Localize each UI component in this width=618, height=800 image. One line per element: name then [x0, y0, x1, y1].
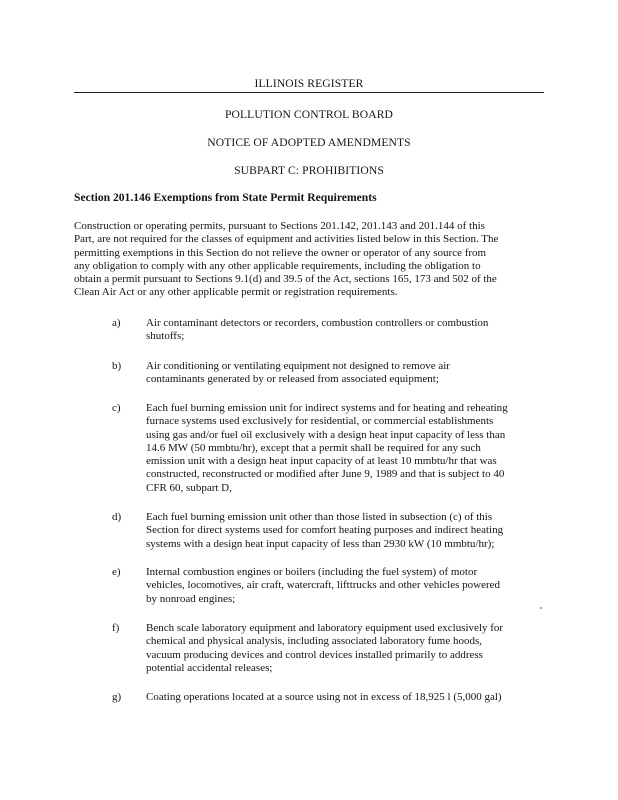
- item-line: constructed, reconstructed or modified after June 9, 1989 and that is subject to 40: [146, 468, 505, 481]
- item-line: furnace systems used exclusively for residential, or commercial establishments: [146, 415, 494, 428]
- item-line: vehicles, locomotives, air craft, watercraft, lifttrucks and other vehicles powered: [146, 579, 500, 592]
- item-line: potential accidental releases;: [146, 661, 273, 674]
- subpart-title: SUBPART C: PROHIBITIONS: [234, 164, 384, 177]
- intro-line: any obligation to comply with any other applicable requirements, including the obligation to: [74, 259, 481, 272]
- item-line: Each fuel burning emission unit other than those listed in subsection (c) of this: [146, 511, 493, 523]
- item-text-a: [146, 317, 546, 344]
- register-title: ILLINOIS REGISTER: [254, 77, 364, 90]
- item-letter-f: f): [112, 622, 120, 634]
- item-line: Section for direct systems used for comfort heating purposes and indirect heating: [146, 524, 504, 537]
- item-letter-e: e): [112, 566, 121, 578]
- item-line: CFR 60, subpart D,: [146, 481, 232, 494]
- intro-line: Part, are not required for the classes of equipment and activities listed below in this Section. The: [74, 233, 499, 246]
- intro-line: obtain a permit pursuant to Sections 9.1(d) and 39.5 of the Act, sections 165, 173 and 502 of the: [74, 273, 497, 286]
- section-heading: Section 201.146 Exemptions from State Permit Requirements: [74, 191, 377, 204]
- item-line: Each fuel burning emission unit for indirect systems and for heating and reheating: [146, 402, 508, 414]
- item-line: Air contaminant detectors or recorders, combustion controllers or combustion: [146, 317, 489, 329]
- item-text-e: [146, 566, 546, 606]
- item-line: Air conditioning or ventilating equipment not designed to remove air: [146, 360, 450, 372]
- item-line: using gas and/or fuel oil exclusively with a design heat input capacity of less than: [146, 428, 506, 441]
- item-text-c: [146, 402, 546, 495]
- item-line: shutoffs;: [146, 330, 185, 343]
- item-text-d: [146, 511, 546, 551]
- item-line: Internal combustion engines or boilers (including the fuel system) of motor: [146, 566, 478, 578]
- item-text-g: [146, 691, 546, 704]
- intro-paragraph: [74, 220, 544, 300]
- item-line: 14.6 MW (50 mmbtu/hr), except that a permit shall be required for any such: [146, 441, 481, 454]
- intro-line: permitting exemptions in this Section do not relieve the owner or operator of any source from: [74, 246, 487, 259]
- scan-speck: [540, 607, 542, 609]
- item-letter-a: a): [112, 317, 121, 329]
- item-line: emission unit with a design heat input capacity of at least 10 mmbtu/hr that was: [146, 455, 497, 468]
- intro-line: Clean Air Act or any other applicable permit or registration requirements.: [74, 286, 398, 299]
- board-name: POLLUTION CONTROL BOARD: [224, 108, 394, 121]
- item-line: systems with a design heat input capacity of less than 2930 kW (10 mmbtu/hr);: [146, 537, 495, 550]
- notice-title: NOTICE OF ADOPTED AMENDMENTS: [207, 136, 411, 149]
- item-letter-g: g): [112, 691, 122, 703]
- item-line: by nonroad engines;: [146, 592, 236, 605]
- item-line: chemical and physical analysis, including associated laboratory fume hoods,: [146, 635, 483, 648]
- item-line: vacuum producing devices and control devices installed primarily to address: [146, 648, 483, 661]
- item-text-b: [146, 360, 546, 387]
- item-letter-d: d): [112, 511, 122, 523]
- item-letter-c: c): [112, 402, 121, 414]
- item-line: contaminants generated by or released from associated equipment;: [146, 373, 439, 386]
- intro-line: Construction or operating permits, pursuant to Sections 201.142, 201.143 and 201.144 of this: [74, 220, 485, 232]
- item-text-f: [146, 622, 546, 675]
- item-line: Bench scale laboratory equipment and laboratory equipment used exclusively for: [146, 622, 504, 634]
- item-letter-b: b): [112, 360, 122, 372]
- header-rule: [74, 92, 544, 93]
- item-line: Coating operations located at a source using not in excess of 18,925 l (5,000 gal): [146, 691, 502, 703]
